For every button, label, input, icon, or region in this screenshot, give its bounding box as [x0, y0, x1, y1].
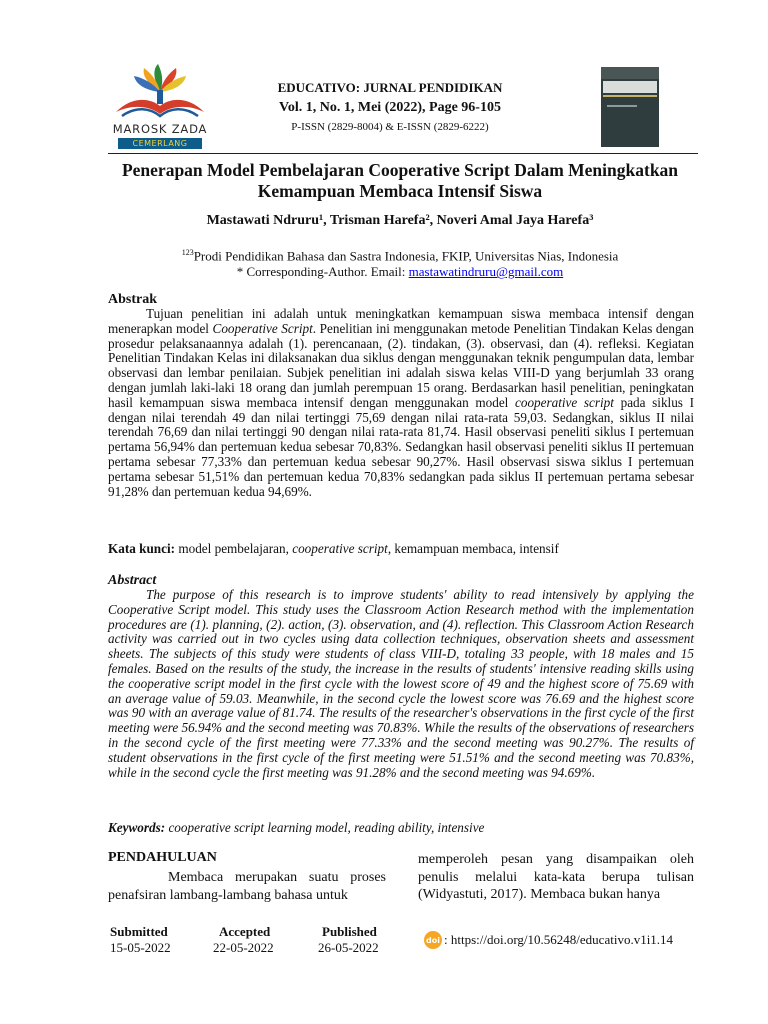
author-list: Mastawati Ndruru¹, Trisman Harefa², Noveri Amal Jaya Harefa³ — [206, 213, 594, 228]
kata-kunci-label: Kata kunci: — [108, 541, 176, 556]
affiliation — [100, 245, 700, 264]
journal-header — [240, 80, 540, 135]
kata-kunci-text-a: model pembelajaran, — [175, 541, 293, 556]
kata-kunci-italic: cooperative script — [292, 541, 388, 556]
paper-title-line-2: Kemampuan Membaca Intensif Siswa — [257, 181, 543, 201]
affiliation-text: Prodi Pendidikan Bahasa dan Sastra Indonesia, FKIP, Universitas Nias, Indonesia — [193, 248, 619, 264]
journal-volume: Vol. 1, No. 1, Mei (2022), Page 96-105 — [279, 100, 501, 115]
accepted-label: Accepted — [219, 924, 271, 939]
affiliation-sup: 123 — [181, 248, 194, 257]
section-heading-pendahuluan: PENDAHULUAN — [108, 850, 217, 865]
keywords-label: Keywords: — [108, 820, 166, 835]
abstrak-italic-1: Cooperative Script — [212, 320, 313, 336]
corresponding-prefix: * Corresponding-Author. Email: — [236, 264, 409, 280]
keywords-text: cooperative script learning model, reading ability, intensive — [165, 820, 485, 835]
abstrak-italic-2: cooperative script — [515, 394, 614, 410]
abstract-text: The purpose of this research is to improve students' ability to read intensively by applying the Cooperative Script model. This study uses the Classroom Action Research method with the implementation procedures are (1). planning, (2). action, (3). observation, and (4). reflection. This Classroom Action Research activity was carried out in two cycles using data collection techniques, observation sheets and assessment sheets. The subjects of this study were students of class VIII-D, totaling 33 people, with 18 males and 15 females. Based on the results of the study, the increase in the results of students' intensive reading skills using the cooperative script model in the first cycle with the lowest score of 49 and the highest score of 75.69 with an average value of 59.03. Meanwhile, in the second cycle the lowest score was 76.69 and the highest score was 90 with an average value of 81.74. The results of the researcher's observations in the first cycle of the first meeting were 56.94% and the second meeting was 70.83%. While the results of the observations of researchers in the second cycle of the first meeting were 77.33% and the second meeting was 90.27%. The results of student observations in the first cycle of the first meeting were 51.51% and the second meeting was 70.83%, while in the second cycle the first meeting was 91.28% and the second meeting was 94.69%. — [108, 587, 694, 780]
abstract-heading: Abstract — [108, 573, 157, 588]
intro-left-column — [108, 869, 386, 904]
corresponding-author — [100, 264, 700, 280]
published-date: 26-05-2022 — [318, 940, 379, 955]
book-tree-icon — [108, 62, 212, 122]
doi-block — [424, 931, 673, 949]
kata-kunci-text-b: , kemampuan membaca, intensif — [387, 541, 559, 556]
email-link[interactable]: mastawatindruru@gmail.com — [408, 264, 564, 280]
abstract-paragraph — [108, 588, 694, 780]
submitted-label: Submitted — [110, 924, 168, 939]
intro-right-column: memperoleh pesan yang disampaikan oleh penulis melalui kata-kata berupa tulisan (Widyastuti, 2017). Membaca bukan hanya — [418, 852, 694, 902]
abstrak-heading: Abstrak — [108, 292, 158, 307]
paper-title — [100, 160, 700, 202]
logo-subtitle: CEMERLANG — [118, 138, 202, 149]
journal-name: EDUCATIVO: JURNAL PENDIDIKAN — [277, 80, 503, 95]
logo-name: MAROSK ZADA — [112, 122, 208, 136]
doi-icon: doi — [424, 931, 442, 949]
abstrak-text-2: . Penelitian ini menggunakan metode Penelitian Tindakan Kelas dengan prosedur pelaksanaannya adalah (1). perencanaan, (2). tindakan, (3). observasi, dan (4). refleksi. Kegiatan Penelitian Tindakan Kelas ini dilaksanakan dua siklus dengan menggunakan teknik pengumpulan data, lembar observasi dan lembar penilaian. Subjek penelitian ini adalah siswa kelas VIII-D yang berjumlah 33 orang dengan jumlah laki-laki 18 orang dan jumlah perempuan 15 orang. Berdasarkan hasil penelitian, peningkatan hasil kemampuan siswa membaca intensif dengan menggunakan model — [108, 320, 694, 410]
publisher-logo — [108, 62, 212, 152]
abstrak-paragraph — [108, 307, 694, 499]
journal-issn: P-ISSN (2829-8004) & E-ISSN (2829-6222) — [291, 121, 489, 133]
journal-cover-image — [601, 67, 659, 147]
doi-link[interactable]: : https://doi.org/10.56248/educativo.v1i1.14 — [444, 932, 674, 947]
keywords — [108, 820, 694, 836]
published-label: Published — [322, 924, 377, 939]
affiliation-block — [100, 245, 700, 280]
abstrak-text-1: Tujuan penelitian ini adalah untuk meningkatkan kemampuan siswa membaca intensif dengan menerapkan model — [108, 306, 694, 336]
accepted-date: 22-05-2022 — [213, 940, 274, 955]
kata-kunci — [108, 541, 694, 557]
submitted-date: 15-05-2022 — [110, 940, 171, 955]
abstrak-text-3: pada siklus I dengan nilai terendah 49 dan nilai tertinggi 75,69 dengan nilai rata-rata 59,03. Sedangkan, siklus II nilai terendah 76,69 dan nilai tertinggi 90 dengan nilai rata-rata 81,74. Hasil observasi peneliti siklus I pertemuan pertama 56,94% dan pertemuan kedua sebesar 70,83%. Sedangkan hasil observasi peneliti siklus II pertemuan pertama sebesar 77,33% dan pertemuan kedua sebesar 90,27%. Hasil observasi siswa siklus I pertemuan pertama sebesar 51,51% dan pertemuan kedua 70,83% sedangkan pada siklus II pertemuan pertama sebesar 91,28% dan pertemuan kedua 94,69%. — [108, 394, 694, 499]
header-divider — [108, 153, 698, 154]
paper-title-line-1: Penerapan Model Pembelajaran Cooperative Script Dalam Meningkatkan — [121, 160, 679, 180]
intro-left-text: Membaca merupakan suatu proses penafsiran lambang-lambang bahasa untuk — [108, 870, 386, 903]
